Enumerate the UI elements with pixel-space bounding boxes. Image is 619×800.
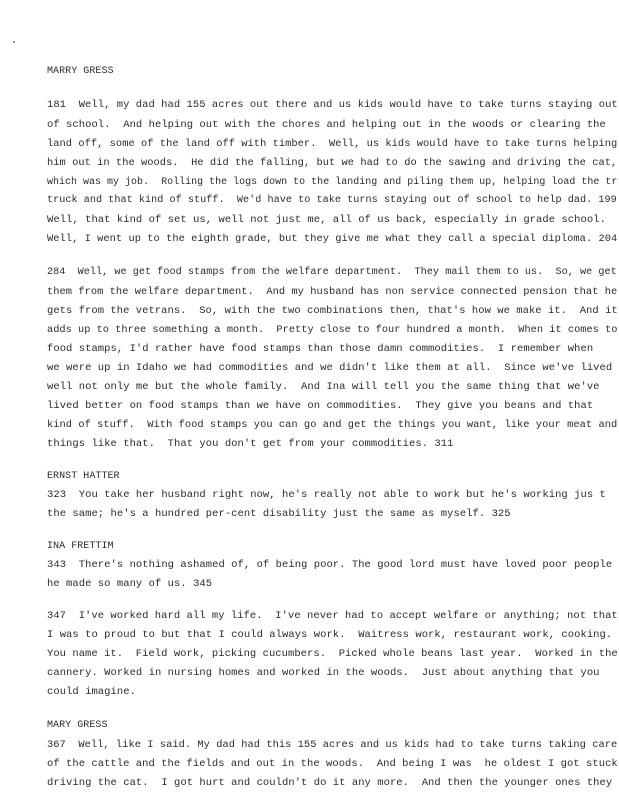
transcript-line: well not only me but the whole family. And Ina will tell you the same thing that we've xyxy=(47,381,600,393)
transcript-line: 284 Well, we get food stamps from the welfare department. They mail them to us. So, we get xyxy=(47,267,617,278)
speaker-name: INA FRETTIM xyxy=(47,541,114,552)
speaker-name: MARY GRESS xyxy=(47,720,108,731)
transcript-line: him out in the woods. He did the falling, but we had to do the sawing and driving the cat, xyxy=(47,157,618,169)
speaker-name: MARRY GRESS xyxy=(47,66,114,77)
transcript-line: adds up to three something a month. Pretty close to four hundred a month. When it comes to xyxy=(47,324,618,336)
transcript-line: Well, I went up to the eighth grade, but they give me what they call a special diploma. 204 xyxy=(47,233,618,245)
transcript-line: he made so many of us. 345 xyxy=(47,578,213,590)
paper-speck xyxy=(13,41,15,43)
transcript-line: 343 There's nothing ashamed of, of being poor. The good lord must have loved poor people xyxy=(47,559,613,571)
transcript-line: kind of stuff. With food stamps you can go and get the things you want, like your meat and xyxy=(47,419,618,431)
transcript-line: them from the welfare department. And my husband has non service connected pension that he xyxy=(47,286,618,298)
transcript-line: I was to proud to but that I could always work. Waitress work, restaurant work, cooking. xyxy=(47,629,613,641)
transcript-line: the same; he's a hundred per-cent disability just the same as myself. 325 xyxy=(47,508,511,520)
transcript-line: things like that. That you don't get from your commodities. 311 xyxy=(47,438,454,450)
transcript-line: Well, that kind of set us, well not just me, all of us back, especially in grade school. xyxy=(47,214,606,226)
transcript-line: gets from the vetrans. So, with the two combinations then, that's how we make it. And it xyxy=(47,305,618,317)
transcript-line: food stamps, I'd rather have food stamps than those damn commodities. I remember when xyxy=(47,343,594,355)
transcript-line: You name it. Field work, picking cucumbers. Picked whole beans last year. Worked in the xyxy=(47,648,618,660)
transcript-line: of school. And helping out with the chores and helping out in the woods or clearing the xyxy=(47,119,606,131)
transcript-line: truck and that kind of stuff. We'd have to take turns staying out of school to help dad. 199 xyxy=(47,195,617,206)
transcript-line: we were up in Idaho we had commodities and we didn't like them at all. Since we've lived xyxy=(47,362,613,374)
transcript-line: could imagine. xyxy=(47,686,136,698)
transcript-line: of the cattle and the fields and out in the woods. And being I was he oldest I got stuck xyxy=(47,758,618,770)
transcript-line: 181 Well, my dad had 155 acres out there and us kids would have to take turns staying out xyxy=(47,99,618,111)
transcript-line: land off, some of the land off with timber. Well, us kids would have to take turns helping xyxy=(47,138,618,150)
transcript-line: lived better on food stamps than we have on commodities. They give you beans and that xyxy=(47,400,594,412)
transcript-line: 347 I've worked hard all my life. I've never had to accept welfare or anything; not that xyxy=(47,610,618,622)
speaker-name: ERNST HATTER xyxy=(47,471,120,482)
transcript-line: which was my job. Rolling the logs down to the landing and piling them up, helping load the tr xyxy=(47,176,618,187)
transcript-line: 323 You take her husband right now, he's really not able to work but he's working jus t xyxy=(47,489,606,501)
transcript-line: cannery. Worked in nursing homes and worked in the woods. Just about anything that you xyxy=(47,667,600,679)
transcript-line: driving the cat. I got hurt and couldn't do it any more. And then the younger ones they xyxy=(47,777,613,789)
transcript-line: 367 Well, like I said. My dad had this 155 acres and us kids had to take turns taking care xyxy=(47,739,618,751)
